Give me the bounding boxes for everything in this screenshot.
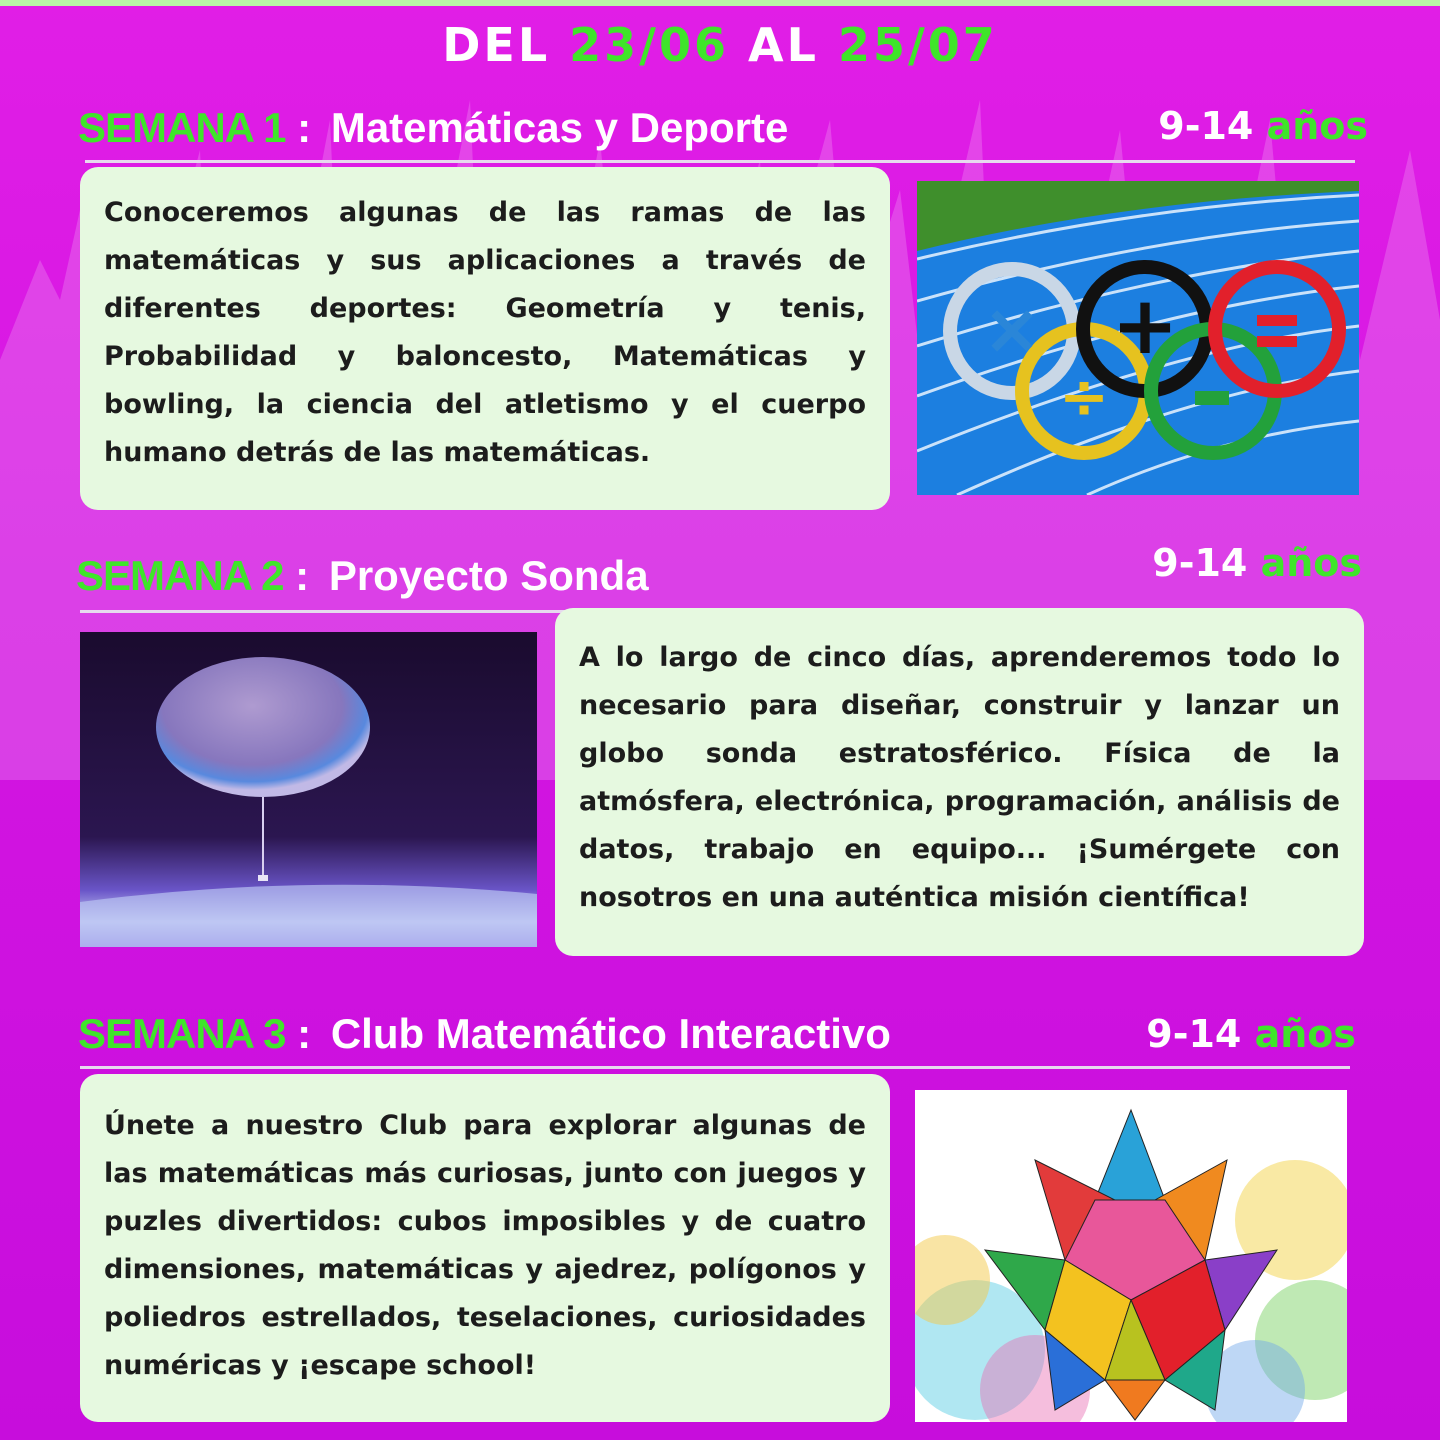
week-1-divider xyxy=(85,160,1355,163)
week-3-image xyxy=(915,1090,1347,1422)
week-3-heading xyxy=(78,1010,891,1058)
end-date: 25/07 xyxy=(837,18,998,72)
week-3-separator: : xyxy=(297,1010,312,1057)
week-1-separator: : xyxy=(297,104,312,151)
week-2-age xyxy=(1152,541,1362,585)
svg-text:÷: ÷ xyxy=(1058,362,1110,432)
week-3-divider xyxy=(80,1066,1350,1069)
week-2-separator: : xyxy=(295,552,310,599)
week-2-age-unit: años xyxy=(1260,541,1362,585)
week-1-title: Matemáticas y Deporte xyxy=(330,104,789,151)
week-3-age xyxy=(1146,1012,1356,1056)
week-2-age-range: 9-14 xyxy=(1152,541,1248,585)
week-3-description-card xyxy=(80,1074,890,1422)
week-2-title: Proyecto Sonda xyxy=(328,552,649,599)
week-3-age-range: 9-14 xyxy=(1146,1012,1242,1056)
week-2-description: A lo largo de cinco días, aprenderemos todo lo necesario para diseñar, construir y lanzar un globo sonda estratosférico. Física de la atmósfera, electrónica, programación, análisis de datos, trabajo en equipo... ¡Sumérgete con nosotros en una auténtica misión científica! xyxy=(579,642,1340,913)
week-2-image xyxy=(80,632,537,947)
week-2-label: SEMANA 2 xyxy=(76,552,284,599)
top-accent-bar xyxy=(0,0,1440,6)
week-1-age xyxy=(1158,104,1368,148)
svg-text:+: + xyxy=(1111,279,1179,372)
week-3-description: Únete a nuestro Club para explorar algunas de las matemáticas más curiosas, junto con juegos y puzles divertidos: cubos imposibles y de cuatro dimensiones, matemáticas y ajedrez, polígonos y poliedros estrellados, teselaciones, curiosidades numéricas y ¡escape school! xyxy=(104,1110,866,1381)
date-range-heading xyxy=(0,18,1440,72)
week-1-label: SEMANA 1 xyxy=(78,104,286,151)
week-3-age-unit: años xyxy=(1254,1012,1356,1056)
date-prefix: DEL xyxy=(442,18,551,72)
week-1-heading xyxy=(78,104,788,152)
week-3-title: Club Matemático Interactivo xyxy=(330,1010,891,1057)
svg-text:×: × xyxy=(982,288,1042,370)
week-1-age-range: 9-14 xyxy=(1158,104,1254,148)
week-1-description: Conoceremos algunas de las ramas de las matemáticas y sus aplicaciones a través de diferentes deportes: Geometría y tenis, Probabilidad y baloncesto, Matemáticas y bowling, la ciencia del atletismo y el cuerpo humano detrás de las matemáticas. xyxy=(104,197,866,468)
week-1-image xyxy=(917,181,1359,495)
start-date: 23/06 xyxy=(569,18,729,72)
date-connector: AL xyxy=(748,18,819,72)
week-3-label: SEMANA 3 xyxy=(78,1010,286,1057)
week-2-description-card xyxy=(555,608,1364,956)
week-2-heading xyxy=(76,552,649,600)
week-1-description-card xyxy=(80,167,890,510)
week-1-age-unit: años xyxy=(1266,104,1368,148)
